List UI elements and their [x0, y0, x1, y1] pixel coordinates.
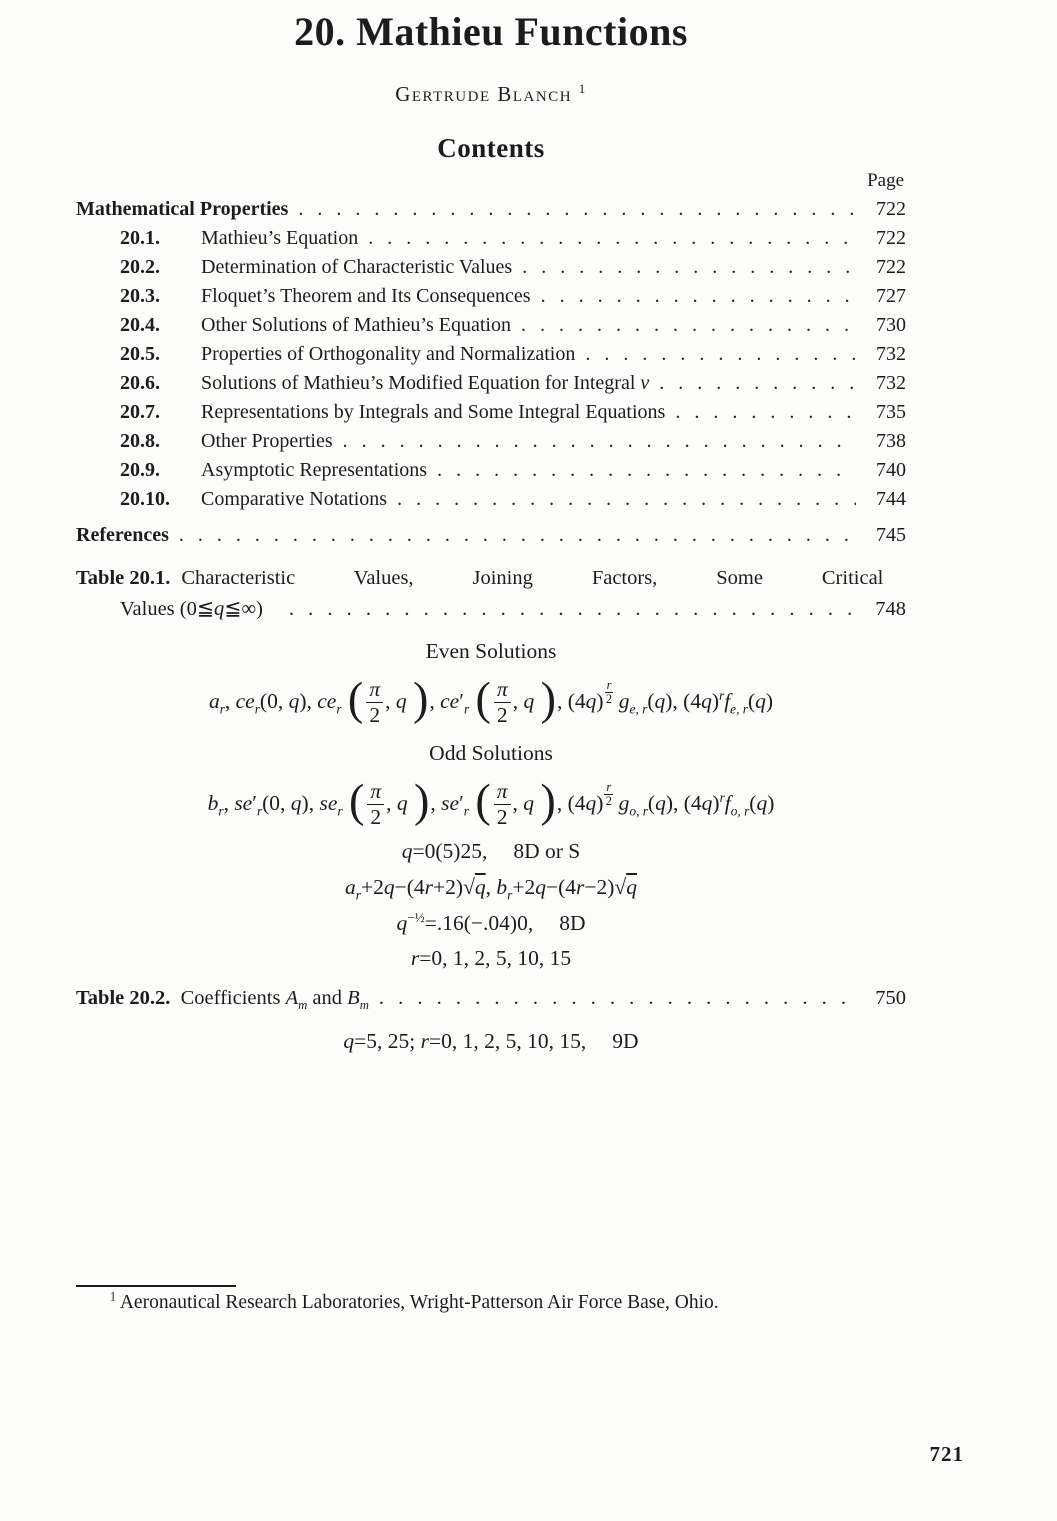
table-20-2-params: q=5, 25; r=0, 1, 2, 5, 10, 15, 9D — [343, 1028, 639, 1053]
toc-entry-label: Properties of Orthogonality and Normalization — [201, 343, 576, 365]
toc-entry-label: Mathieu’s Equation — [201, 227, 359, 249]
toc-entry-page: 744 — [876, 488, 906, 510]
dot-leader — [585, 340, 856, 369]
author-footnote-ref: 1 — [578, 81, 587, 96]
dot-leader — [368, 224, 856, 253]
toc-row — [76, 456, 906, 485]
toc-entry-label: References — [76, 524, 169, 546]
table-20-1-label: Table 20.1. — [76, 567, 171, 589]
table-20-1-entry — [76, 563, 906, 624]
toc-entry-label: Floquet’s Theorem and Its Consequences — [201, 285, 531, 307]
dot-leader — [437, 456, 856, 485]
toc-entry-label: Asymptotic Representations — [201, 459, 428, 481]
odd-solutions-formula: $b_r$, $se'_r(0$, q), $se_r$ ( $\frac{\pi}{2}$ , q ), $se'_r$ ( $\frac{\pi}{2}$ , q ), (4q) $\frac{r}{2}$ $g_{o, r}(q)$, $(4q)^rf_{o, r}(q)$ — [207, 774, 775, 829]
toc-row — [76, 340, 906, 369]
dot-leader — [521, 311, 856, 340]
toc-entry-page: 732 — [876, 372, 906, 394]
table-of-contents — [76, 195, 906, 550]
dot-leader — [659, 369, 856, 398]
q-range-line: q=0(5)25, 8D or S — [401, 839, 581, 864]
toc-row — [76, 224, 906, 253]
toc-entry-page: 727 — [876, 285, 906, 307]
table-20-1-title: Characteristic Values, Joining Factors, Some Critical — [181, 567, 884, 589]
toc-row — [76, 195, 906, 224]
toc-entry-number: 20.2. — [120, 256, 160, 278]
toc-entry-number: 20.6. — [120, 372, 160, 394]
footnote-marker: 1 — [110, 1289, 117, 1304]
toc-row — [76, 427, 906, 456]
toc-entry-page: 735 — [876, 401, 906, 423]
toc-row — [76, 253, 906, 282]
toc-entry-page: 722 — [876, 227, 906, 249]
chapter-title: 20. Mathieu Functions — [294, 9, 688, 54]
page-number: 721 — [929, 1442, 964, 1466]
dot-leader — [379, 984, 856, 1013]
toc-entry-number: 20.7. — [120, 401, 160, 423]
toc-row — [76, 398, 906, 427]
table-20-2-line — [76, 984, 906, 1013]
even-solutions-formula: $a_r$, $ce_r(0$, q), $ce_r$ ( $\frac{\pi}{2}$ , q ), $ce'_r$ ( $\frac{\pi}{2}$ , q ), (4q) $\frac{r}{2}$ $g_{e, r}(q)$, $(4q)^rf_{e, r}(q)$ — [208, 672, 774, 727]
dot-leader — [675, 398, 856, 427]
contents-heading: Contents — [437, 133, 545, 163]
table-20-2-label: Table 20.2. — [76, 986, 171, 1009]
toc-row — [76, 311, 906, 340]
odd-solutions-heading: Odd Solutions — [429, 741, 553, 766]
table-20-1-line1 — [76, 563, 906, 593]
toc-entry-number: 20.3. — [120, 285, 160, 307]
toc-entry-label: Representations by Integrals and Some Integral Equations — [201, 401, 666, 423]
toc-entry-number: 20.1. — [120, 227, 160, 249]
toc-entry-page: 732 — [876, 343, 906, 365]
dot-leader — [289, 595, 856, 624]
toc-entry-page: 740 — [876, 459, 906, 481]
toc-row — [76, 282, 906, 311]
toc-entry-number: 20.9. — [120, 459, 160, 481]
q-inverse-line: $q^{-\frac{1}{2}}=.16(-.04)0$, 8D — [396, 909, 586, 935]
dot-leader — [541, 282, 856, 311]
footnote-text: Aeronautical Research Laboratories, Wright-Patterson Air Force Base, Ohio. — [116, 1292, 719, 1313]
toc-entry-label: Determination of Characteristic Values — [201, 256, 513, 278]
toc-entry-label: Other Solutions of Mathieu’s Equation — [201, 314, 511, 336]
dot-leader — [522, 253, 856, 282]
toc-entry-number: 20.5. — [120, 343, 160, 365]
dot-leader — [343, 427, 856, 456]
text-column — [76, 0, 906, 1053]
footnote-rule — [76, 1285, 236, 1287]
toc-row — [76, 521, 906, 550]
toc-entry-number: 20.10. — [120, 488, 170, 510]
table-20-1-line2 — [76, 595, 906, 624]
table-20-1-title-cont: Values (0≦q≦∞) — [120, 598, 263, 620]
toc-entry-number: 20.4. — [120, 314, 160, 336]
toc-entry-number: 20.8. — [120, 430, 160, 452]
dot-leader — [298, 195, 856, 224]
toc-entry-page: 745 — [876, 524, 906, 546]
author-name: Gertrude Blanch — [395, 82, 573, 106]
toc-entry-page: 722 — [876, 256, 906, 278]
table-20-2-entry — [76, 984, 906, 1013]
dot-leader — [397, 485, 856, 514]
author-line — [76, 82, 906, 107]
toc-entry-label: Solutions of Mathieu’s Modified Equation for Integral ν — [201, 372, 650, 394]
table-20-1-page: 748 — [875, 598, 906, 620]
toc-entry-page: 738 — [876, 430, 906, 452]
toc-entry-label: Comparative Notations — [201, 488, 388, 510]
even-solutions-heading: Even Solutions — [425, 639, 557, 663]
toc-row — [76, 369, 906, 398]
toc-entry-page: 722 — [876, 198, 906, 220]
footnote — [76, 1289, 876, 1314]
table-20-2-title: Coefficients $A_m$ and $B_m$ — [180, 986, 369, 1012]
critical-values-formula: $a_r+2q-(4r+2)√q$, $b_r+2q-(4r-2)√q$ — [345, 874, 637, 903]
dot-leader — [179, 521, 856, 550]
toc-row — [76, 485, 906, 514]
toc-entry-label: Mathematical Properties — [76, 198, 289, 220]
toc-entry-label: Other Properties — [201, 430, 333, 452]
page-column-label: Page — [867, 170, 904, 191]
toc-entry-page: 730 — [876, 314, 906, 336]
r-values-line: r=0, 1, 2, 5, 10, 15 — [410, 946, 572, 971]
table-20-2-page: 750 — [875, 986, 906, 1009]
